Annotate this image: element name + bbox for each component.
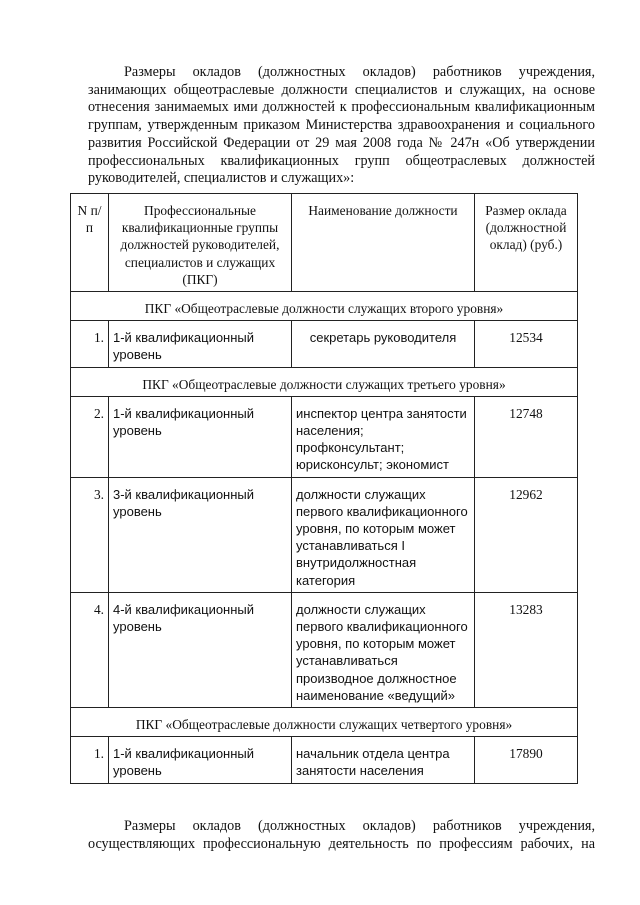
header-salary: Размер оклада (должностной оклад) (руб.) xyxy=(475,194,578,292)
row-position: должности служащих первого квалификационного уровня, по которым может устанавливаться производное должностное наименование «ведущий» xyxy=(292,592,475,707)
table-row xyxy=(71,321,578,367)
table-row xyxy=(71,737,578,783)
row-salary: 12962 xyxy=(475,477,578,592)
row-salary: 17890 xyxy=(475,737,578,783)
section-row xyxy=(71,292,578,321)
row-position: инспектор центра занятости населения; профконсультант; юрисконсульт; экономист xyxy=(292,396,475,477)
header-position: Наименование должности xyxy=(292,194,475,292)
intro-paragraph: Размеры окладов (должностных окладов) работников учреждения, занимающих общеотраслевые должности специалистов и служащих, на основе отнесения занимаемых ими должностей к профессиональным квалификационным группам, утвержденным приказом Министерства здравоохранения и социального развития Российской Федерации от 29 мая 2008 года № 247н «Об утверждении профессиональных квалификационных групп общеотраслевых должностей руководителей, специалистов и служащих»: xyxy=(88,64,595,187)
section-row xyxy=(71,367,578,396)
row-num: 1. xyxy=(71,321,109,367)
row-level: 1-й квалификационный уровень xyxy=(109,737,292,783)
row-position: секретарь руководителя xyxy=(292,321,475,367)
header-group: Профессиональные квалификационные группы должностей руководителей, специалистов и служащих (ПКГ) xyxy=(109,194,292,292)
row-position: начальник отдела центра занятости населения xyxy=(292,737,475,783)
table-row xyxy=(71,592,578,707)
row-position: должности служащих первого квалификационного уровня, по которым может устанавливаться I внутридолжностная категория xyxy=(292,477,475,592)
row-num: 1. xyxy=(71,737,109,783)
table-header-row xyxy=(71,194,578,292)
row-salary: 13283 xyxy=(475,592,578,707)
closing-paragraph: Размеры окладов (должностных окладов) работников учреждения, осуществляющих профессиональную деятельность по профессиям рабочих, на xyxy=(88,818,595,852)
row-num: 2. xyxy=(71,396,109,477)
section-row xyxy=(71,708,578,737)
section-title: ПКГ «Общеотраслевые должности служащих третьего уровня» xyxy=(71,367,578,396)
section-title: ПКГ «Общеотраслевые должности служащих четвертого уровня» xyxy=(71,708,578,737)
row-salary: 12534 xyxy=(475,321,578,367)
row-level: 1-й квалификационный уровень xyxy=(109,321,292,367)
row-num: 4. xyxy=(71,592,109,707)
section-title: ПКГ «Общеотраслевые должности служащих второго уровня» xyxy=(71,292,578,321)
salary-table xyxy=(70,193,578,784)
table-row xyxy=(71,477,578,592)
row-level: 4-й квалификационный уровень xyxy=(109,592,292,707)
row-level: 1-й квалификационный уровень xyxy=(109,396,292,477)
table-row xyxy=(71,396,578,477)
header-num: N п/п xyxy=(71,194,109,292)
row-salary: 12748 xyxy=(475,396,578,477)
row-num: 3. xyxy=(71,477,109,592)
row-level: 3-й квалификационный уровень xyxy=(109,477,292,592)
